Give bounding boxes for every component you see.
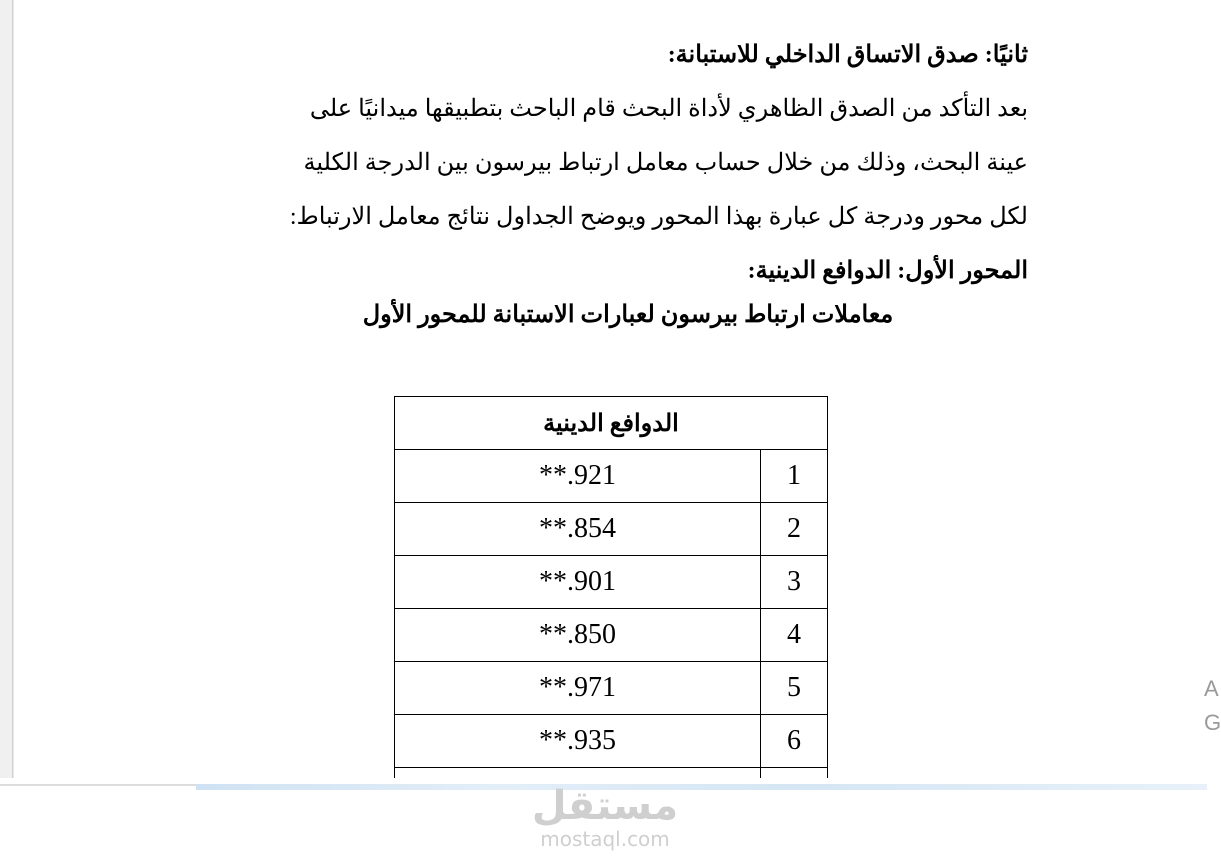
- axis-heading: المحور الأول: الدوافع الدينية:: [747, 258, 1028, 284]
- row-number: 6: [761, 715, 828, 768]
- row-value: **.971: [395, 662, 761, 715]
- row-value: **.901: [395, 556, 761, 609]
- correlation-table: [394, 396, 828, 821]
- watermark: [520, 784, 690, 850]
- paragraph-line-2: عينة البحث، وذلك من خلال حساب معامل ارتباط بيرسون بين الدرجة الكلية: [303, 150, 1028, 176]
- table-caption: معاملات ارتباط بيرسون لعبارات الاستبانة للمحور الأول: [362, 302, 894, 328]
- side-letter-g: G: [1204, 710, 1221, 735]
- row-number: 4: [761, 609, 828, 662]
- row-value: **.850: [395, 609, 761, 662]
- row-number: 3: [761, 556, 828, 609]
- bottom-divider-right: [196, 784, 1207, 790]
- table-row: [395, 450, 828, 503]
- document-page: [14, 0, 1221, 778]
- row-number: 5: [761, 662, 828, 715]
- table-row: [395, 503, 828, 556]
- viewer-left-edge: [0, 0, 13, 778]
- paragraph-line-1: بعد التأكد من الصدق الظاهري لأداة البحث قام الباحث بتطبيقها ميدانيًا على: [309, 96, 1028, 122]
- side-letters: [1204, 672, 1221, 740]
- watermark-logo: مستقل: [531, 783, 679, 829]
- row-value: **.854: [395, 503, 761, 556]
- paragraph-line-3: لكل محور ودرجة كل عبارة بهذا المحور ويوضح الجداول نتائج معامل الارتباط:: [289, 204, 1028, 230]
- row-number: 2: [761, 503, 828, 556]
- table-row: [395, 556, 828, 609]
- row-number: 1: [761, 450, 828, 503]
- section-heading: ثانيًا: صدق الاتساق الداخلي للاستبانة:: [667, 42, 1028, 68]
- table-row: [395, 715, 828, 768]
- side-letter-a: A: [1204, 676, 1219, 701]
- row-value: **.935: [395, 715, 761, 768]
- table-header: الدوافع الدينية: [395, 397, 828, 450]
- bottom-divider-left: [0, 784, 196, 786]
- text-block: [210, 28, 1028, 298]
- table-row: [395, 609, 828, 662]
- table-row: [395, 662, 828, 715]
- watermark-url: mostaql.com: [540, 827, 670, 851]
- row-value: **.921: [395, 450, 761, 503]
- table-header-row: [395, 397, 828, 450]
